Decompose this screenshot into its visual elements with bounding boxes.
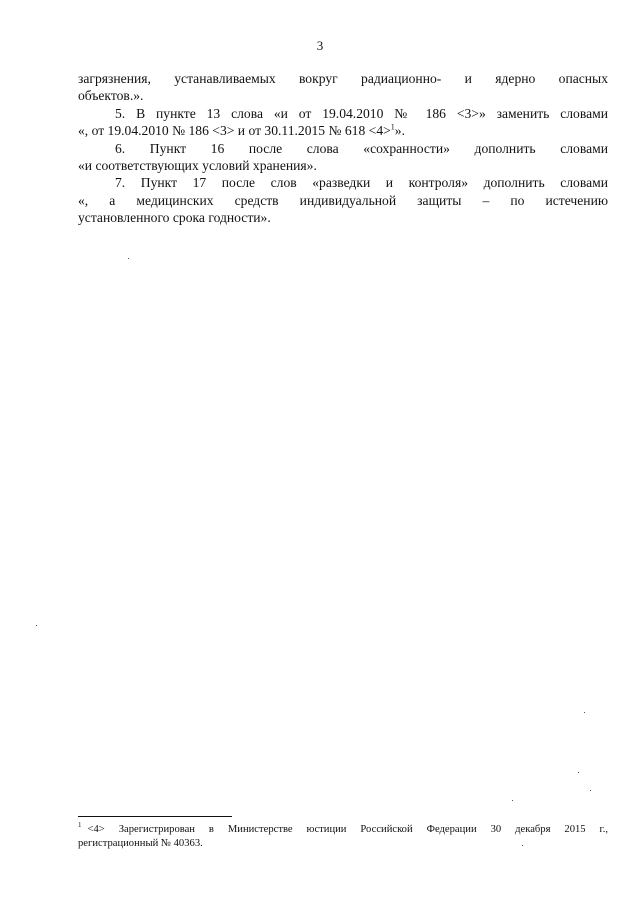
text-line: 7. Пункт 17 после слов «разведки и контроля» дополнить словами [115,175,608,191]
document-body [78,70,608,227]
paragraph-item-7 [78,174,608,226]
page-number: 3 [316,38,324,53]
scan-speck [578,772,579,773]
footnote-line [78,823,608,837]
footnote-text: <4> Зарегистрирован в Министерстве юстиции Российской Федерации 30 декабря 2015 г., [87,824,608,835]
scan-speck [128,258,129,259]
footnote-separator [78,816,232,817]
paragraph-item-6 [78,140,608,175]
text-line: 5. В пункте 13 слова «и от 19.04.2010 № 186 <3>» заменить словами [115,105,608,121]
footnote-reference: 1 [390,122,395,132]
scan-speck [512,800,513,801]
footnote-line: регистрационный № 40363. [78,838,203,849]
footnote-mark: 1 [78,821,82,830]
paragraph-item-5 [78,105,608,140]
text-line: «, а медицинских средств индивидуальной защиты – по истечению [78,192,608,208]
text-line: загрязнения, устанавливаемых вокруг радиационно- и ядерно опасных [78,71,608,86]
scan-speck [36,625,37,626]
footnote [78,823,608,851]
text-line: объектов.». [78,88,144,104]
scan-speck [584,712,585,713]
scan-speck [522,845,523,846]
text-line: 6. Пункт 16 после слова «сохранности» дополнить словами [115,140,608,156]
text-fragment: ». [394,123,405,139]
paragraph-continuation [78,70,608,105]
text-line: «и соответствующих условий хранения». [78,158,317,174]
text-line [78,122,608,139]
text-line: установленного срока годности». [78,210,271,226]
scan-speck [590,790,591,791]
text-fragment: «, от 19.04.2010 № 186 <3> и от 30.11.2015 № 618 <4> [78,123,391,139]
